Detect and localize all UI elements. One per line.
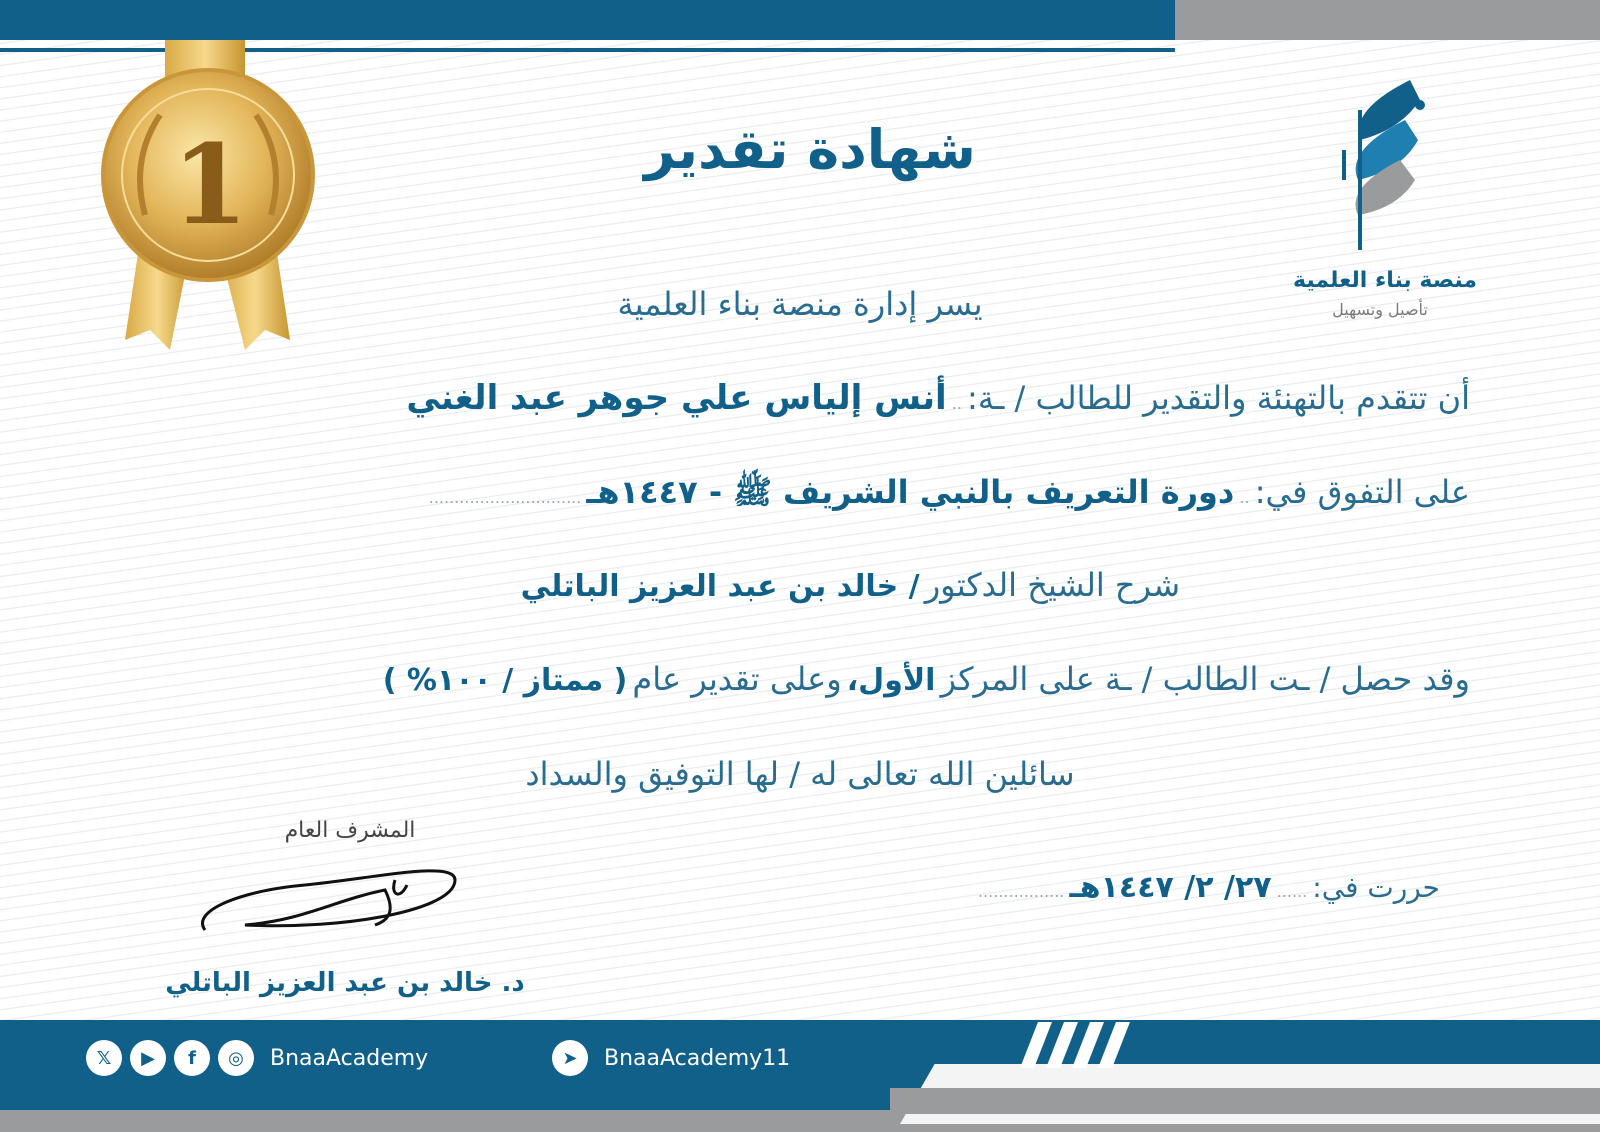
dots: ...... [1276,882,1308,901]
rank-line [250,660,1470,698]
handwritten-signature [185,840,475,950]
top-bar-gray [1175,0,1600,40]
top-bar-blue [0,0,1175,40]
rank-line-prefix: وقد حصل / ـت الطالب / ـة على المركز [940,660,1470,698]
closing-line: سائلين الله تعالى له / لها التوفيق والسداد [525,755,1075,793]
telegram-icon[interactable]: ➤ [552,1040,588,1076]
student-name: أنس إلياس علي جوهر عبد الغني [406,378,947,418]
date-label: حررت في: [1312,871,1440,904]
logo-name: منصة بناء العلمية [1293,268,1477,293]
footer-gray-strip [890,1088,1600,1114]
dots: .. [1239,488,1250,507]
dots: .............................. [428,488,582,507]
teacher-line-prefix: شرح الشيخ الدكتور [924,566,1180,604]
social-links-right [552,1040,790,1076]
x-icon[interactable]: 𝕏 [86,1040,122,1076]
telegram-handle[interactable]: BnaaAcademy11 [604,1045,791,1071]
bnaa-logo-icon [1320,70,1440,260]
grade-value: ( ممتاز / ١٠٠% ) [382,663,628,698]
dots: ................. [977,882,1065,901]
footer-stripes [1020,1022,1130,1068]
date-value: ٢٧/ ٢/ ١٤٤٧هـ [1069,870,1272,905]
medal-number: 1 [171,120,249,249]
social-handle[interactable]: BnaaAcademy [270,1045,429,1071]
teacher-line [380,566,1180,604]
rank-value: الأول، [846,663,936,698]
facebook-icon[interactable]: f [174,1040,210,1076]
instagram-icon[interactable]: ◎ [218,1040,254,1076]
course-line [250,473,1470,519]
date-line [840,870,1440,905]
course-line-prefix: على التفوق في: [1254,473,1470,511]
course-name: دورة التعريف بالنبي الشريف ﷺ - ١٤٤٧هـ [586,473,1235,511]
social-links-left [86,1040,428,1076]
certificate-title: شهادة تقدير [644,118,976,181]
rank-line-mid: وعلى تقدير عام [632,660,842,698]
signature-name: د. خالد بن عبد العزيز الباتلي [165,968,525,998]
signature-title: المشرف العام [284,818,416,843]
youtube-icon[interactable]: ▶ [130,1040,166,1076]
logo-tagline: تأصيل وتسهيل [1332,300,1428,319]
student-line-prefix: أن تتقدم بالتهنئة والتقدير للطالب / ـة: [967,379,1470,417]
dots: .. [951,394,962,413]
student-line [250,378,1470,418]
teacher-name: / خالد بن عبد العزيز الباتلي [520,569,920,604]
intro-line: يسر إدارة منصة بناء العلمية [617,285,983,323]
